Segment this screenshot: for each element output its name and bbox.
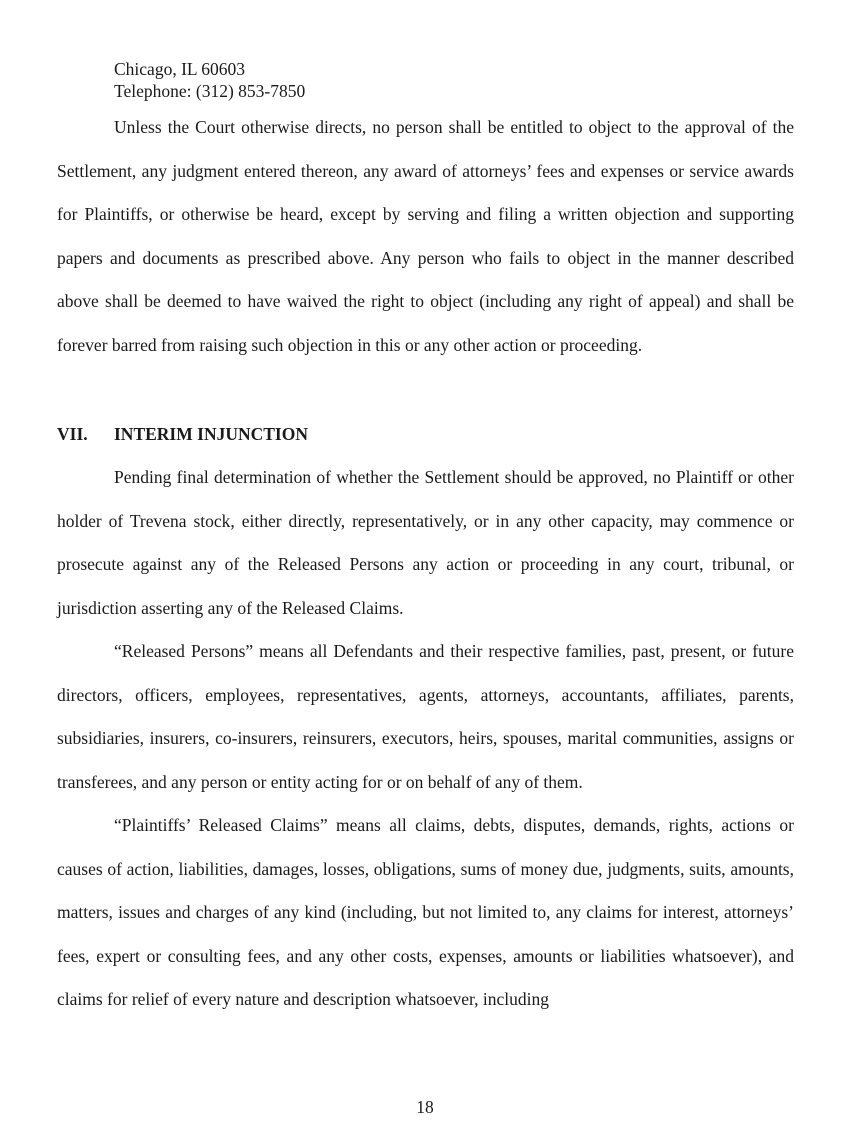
section-title: INTERIM INJUNCTION xyxy=(114,424,308,444)
section-number: VII. xyxy=(57,424,88,444)
injunction-paragraph: Pending final determination of whether the Settlement should be approved, no Plaintiff or other holder of Trevena stock, either directly, representatively, or in any other capacity, may commence or prosecute against any of the Released Persons any action or proceeding in any court, tribunal, or jurisdiction asserting any of the Released Claims. xyxy=(57,467,794,618)
objection-text-block xyxy=(57,106,794,367)
section-heading xyxy=(57,413,308,457)
address-telephone-line: Telephone: (312) 853-7850 xyxy=(114,81,306,101)
released-persons-paragraph: “Released Persons” means all Defendants and their respective families, past, present, or future directors, officers, employees, representatives, agents, attorneys, accountants, affiliates, parents, subsidiaries, insurers, co-insurers, reinsurers, executors, heirs, spouses, marital communities, assigns or transferees, and any person or entity acting for or on behalf of any of them. xyxy=(57,641,794,792)
released-claims-paragraph: “Plaintiffs’ Released Claims” means all claims, debts, disputes, demands, rights, actions or causes of action, liabilities, damages, losses, obligations, sums of money due, judgments, suits, amounts, matters, issues and charges of any kind (including, but not limited to, any claims for interest, attorneys’ fees, expert or consulting fees, and any other costs, expenses, amounts or liabilities whatsoever), and claims for relief of every nature and description whatsoever, including xyxy=(57,815,794,1009)
objection-paragraph: Unless the Court otherwise directs, no person shall be entitled to object to the approval of the Settlement, any judgment entered thereon, any award of attorneys’ fees and expenses or service awards for Plaintiffs, or otherwise be heard, except by serving and filing a written objection and supporting papers and documents as prescribed above. Any person who fails to object in the manner described above shall be deemed to have waived the right to object (including any right of appeal) and shall be forever barred from raising such objection in this or any other action or proceeding. xyxy=(57,117,794,355)
section-text-block xyxy=(57,456,794,1022)
page-number: 18 xyxy=(416,1097,434,1117)
address-block xyxy=(114,58,305,102)
address-city-line: Chicago, IL 60603 xyxy=(114,59,246,79)
